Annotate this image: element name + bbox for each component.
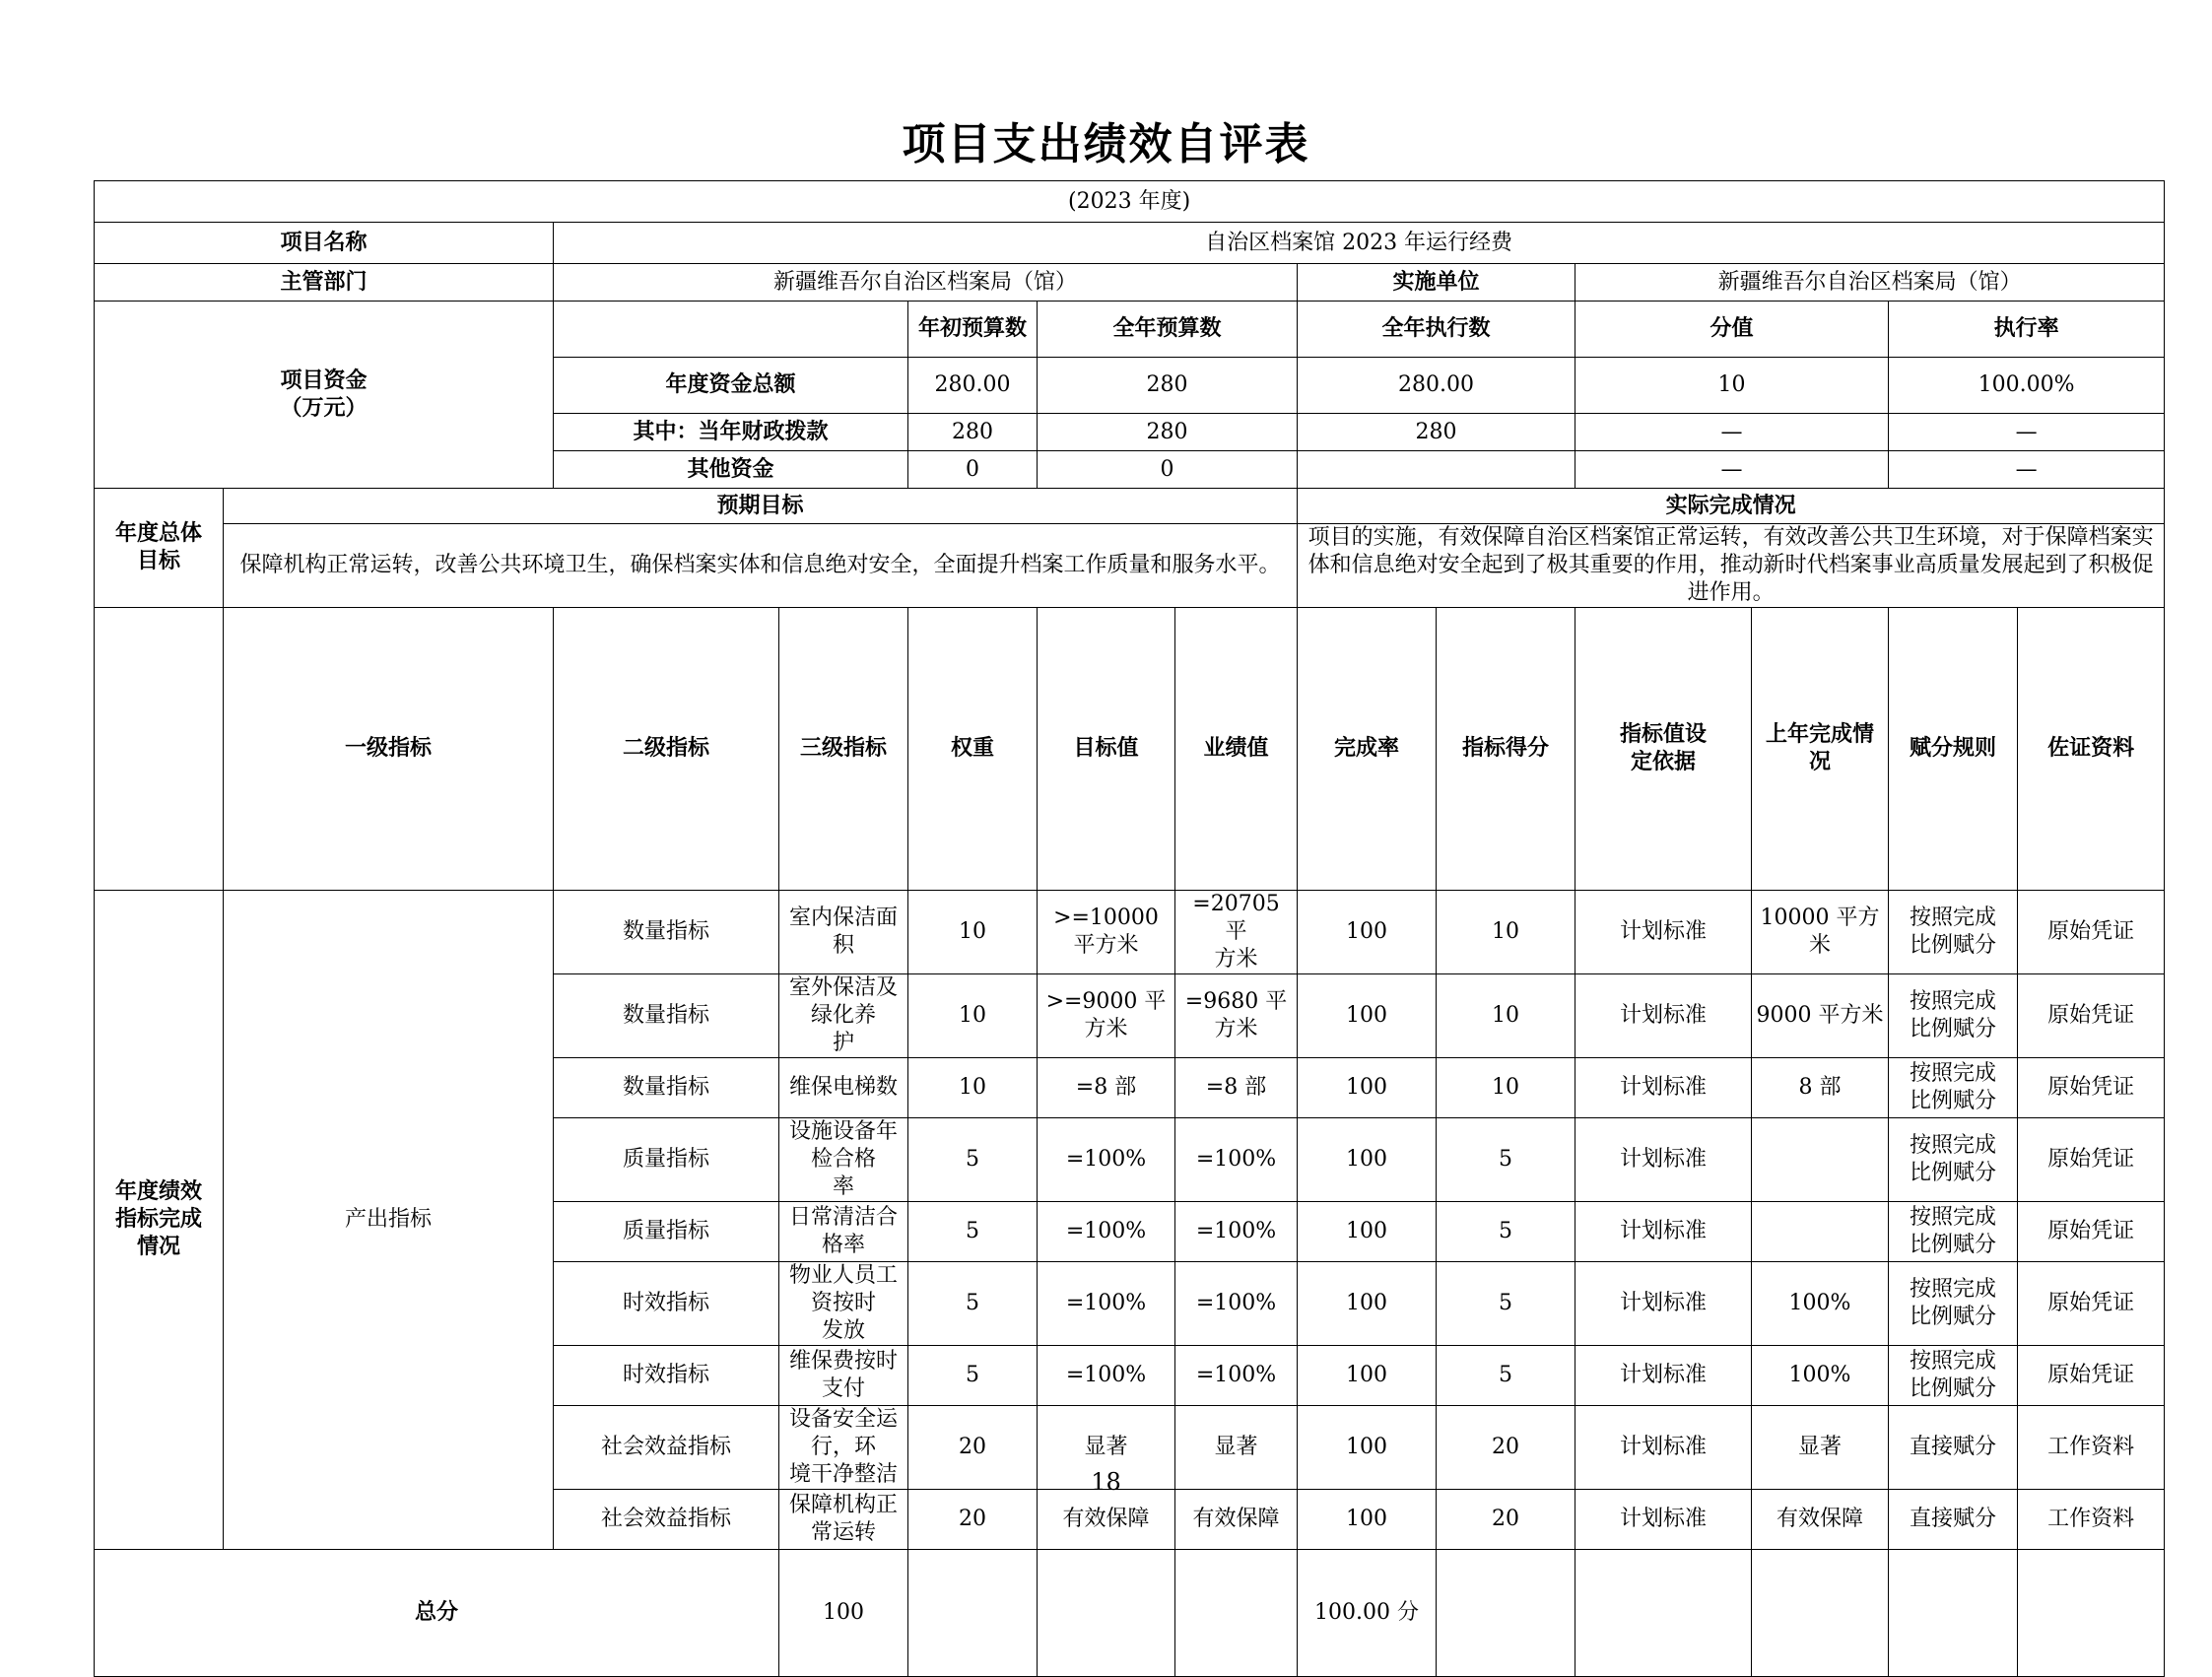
expected-goal-text: 保障机构正常运转，改善公共环境卫生，确保档案实体和信息绝对安全，全面提升档案工作质量和服务水平。 <box>224 524 1298 608</box>
basis-cell: 计划标准 <box>1575 1346 1752 1406</box>
level2-cell: 数量指标 <box>554 974 779 1058</box>
basis-cell: 计划标准 <box>1575 1490 1752 1550</box>
indicator-header: 完成率 <box>1298 608 1437 891</box>
target-cell: =100% <box>1038 1346 1175 1406</box>
funds-header: 分值 <box>1575 302 1889 358</box>
target-cell: >=9000 平 方米 <box>1038 974 1175 1058</box>
level3-cell: 室外保洁及绿化养 护 <box>779 974 908 1058</box>
funds-cell: 0 <box>1038 451 1298 489</box>
evidence-cell: 原始凭证 <box>2018 1058 2165 1118</box>
funds-cell: 280.00 <box>908 358 1038 414</box>
weight-cell: 20 <box>908 1490 1038 1550</box>
evidence-cell: 原始凭证 <box>2018 891 2165 974</box>
rate-cell: 100 <box>1298 1346 1437 1406</box>
indicator-header: 目标值 <box>1038 608 1175 891</box>
funds-cell: — <box>1889 451 2165 489</box>
last-year-cell: 显著 <box>1752 1406 1889 1490</box>
evidence-cell: 原始凭证 <box>2018 1346 2165 1406</box>
indicator-header: 指标得分 <box>1437 608 1575 891</box>
score-cell: 20 <box>1437 1490 1575 1550</box>
rule-cell: 直接赋分 <box>1889 1490 2018 1550</box>
target-cell: 有效保障 <box>1038 1490 1175 1550</box>
indicator-header: 佐证资料 <box>2018 608 2165 891</box>
last-year-cell: 有效保障 <box>1752 1490 1889 1550</box>
actual-result-header: 实际完成情况 <box>1298 489 2165 524</box>
actual-result-text: 项目的实施，有效保障自治区档案馆正常运转，有效改善公共卫生环境，对于保障档案实体和信息绝对安全起到了极其重要的作用，推动新时代档案事业高质量发展起到了积极促进作用。 <box>1298 524 2165 608</box>
level2-cell: 数量指标 <box>554 891 779 974</box>
indicator-header: 三级指标 <box>779 608 908 891</box>
total-weight: 100 <box>779 1550 908 1677</box>
actual-cell: =8 部 <box>1175 1058 1298 1118</box>
actual-cell: =100% <box>1175 1262 1298 1346</box>
funds-cell: 280 <box>1038 358 1298 414</box>
performance-table <box>94 180 2165 1677</box>
weight-cell: 5 <box>908 1262 1038 1346</box>
score-cell: 5 <box>1437 1118 1575 1202</box>
basis-cell: 计划标准 <box>1575 1262 1752 1346</box>
actual-cell: =9680 平 方米 <box>1175 974 1298 1058</box>
level2-cell: 社会效益指标 <box>554 1406 779 1490</box>
rate-cell: 100 <box>1298 891 1437 974</box>
last-year-cell <box>1752 1118 1889 1202</box>
target-cell: =100% <box>1038 1118 1175 1202</box>
weight-cell: 10 <box>908 891 1038 974</box>
total-label: 总分 <box>95 1550 779 1677</box>
funds-cell: — <box>1575 451 1889 489</box>
funds-header: 执行率 <box>1889 302 2165 358</box>
last-year-cell: 9000 平方米 <box>1752 974 1889 1058</box>
evidence-cell: 原始凭证 <box>2018 1118 2165 1202</box>
target-cell: =100% <box>1038 1262 1175 1346</box>
rate-cell: 100 <box>1298 974 1437 1058</box>
total-score: 100.00 分 <box>1298 1550 1437 1677</box>
funds-label: 项目资金 （万元） <box>95 302 554 489</box>
evidence-cell: 工作资料 <box>2018 1490 2165 1550</box>
table-row <box>95 891 2165 974</box>
indicator-header: 赋分规则 <box>1889 608 2018 891</box>
weight-cell: 20 <box>908 1406 1038 1490</box>
level3-cell: 日常清洁合格率 <box>779 1202 908 1262</box>
total-cell-empty <box>908 1550 1038 1677</box>
weight-cell: 5 <box>908 1118 1038 1202</box>
evidence-cell: 原始凭证 <box>2018 974 2165 1058</box>
total-row <box>95 1550 2165 1677</box>
level3-cell: 设备安全运行，环 境干净整洁 <box>779 1406 908 1490</box>
actual-cell: 有效保障 <box>1175 1490 1298 1550</box>
funds-row-label: 其他资金 <box>554 451 908 489</box>
level2-cell: 社会效益指标 <box>554 1490 779 1550</box>
funds-row-label: 其中：当年财政拨款 <box>554 414 908 451</box>
weight-cell: 5 <box>908 1346 1038 1406</box>
funds-cell: 280.00 <box>1298 358 1575 414</box>
rule-cell: 按照完成 比例赋分 <box>1889 891 2018 974</box>
actual-cell: =100% <box>1175 1202 1298 1262</box>
weight-cell: 5 <box>908 1202 1038 1262</box>
indicator-header: 指标值设 定依据 <box>1575 608 1752 891</box>
basis-cell: 计划标准 <box>1575 1118 1752 1202</box>
funds-cell: 280 <box>908 414 1038 451</box>
impl-unit-label: 实施单位 <box>1298 264 1575 302</box>
indicator-header: 权重 <box>908 608 1038 891</box>
last-year-cell <box>1752 1202 1889 1262</box>
project-name-label: 项目名称 <box>95 223 554 264</box>
score-cell: 5 <box>1437 1346 1575 1406</box>
target-cell: >=10000 平方米 <box>1038 891 1175 974</box>
level3-cell: 保障机构正常运转 <box>779 1490 908 1550</box>
evidence-cell: 原始凭证 <box>2018 1262 2165 1346</box>
total-cell-empty <box>1437 1550 1575 1677</box>
basis-cell: 计划标准 <box>1575 1406 1752 1490</box>
goals-label: 年度总体 目标 <box>95 489 224 608</box>
score-cell: 5 <box>1437 1202 1575 1262</box>
dept-label: 主管部门 <box>95 264 554 302</box>
target-cell: =100% <box>1038 1202 1175 1262</box>
funds-row-label: 年度资金总额 <box>554 358 908 414</box>
score-cell: 10 <box>1437 974 1575 1058</box>
level3-cell: 室内保洁面积 <box>779 891 908 974</box>
evidence-cell: 原始凭证 <box>2018 1202 2165 1262</box>
total-cell-empty <box>1038 1550 1175 1677</box>
level3-cell: 维保电梯数 <box>779 1058 908 1118</box>
funds-header-empty <box>554 302 908 358</box>
level2-cell: 时效指标 <box>554 1262 779 1346</box>
rate-cell: 100 <box>1298 1406 1437 1490</box>
funds-cell: 0 <box>908 451 1038 489</box>
expected-goal-header: 预期目标 <box>224 489 1298 524</box>
funds-header: 全年执行数 <box>1298 302 1575 358</box>
score-cell: 5 <box>1437 1262 1575 1346</box>
level2-cell: 质量指标 <box>554 1202 779 1262</box>
rule-cell: 按照完成 比例赋分 <box>1889 1262 2018 1346</box>
funds-cell: 280 <box>1038 414 1298 451</box>
indicator-header: 二级指标 <box>554 608 779 891</box>
level3-cell: 设施设备年检合格 率 <box>779 1118 908 1202</box>
rate-cell: 100 <box>1298 1202 1437 1262</box>
impl-unit-value: 新疆维吾尔自治区档案局（馆） <box>1575 264 2165 302</box>
level3-cell: 维保费按时支付 <box>779 1346 908 1406</box>
level2-cell: 质量指标 <box>554 1118 779 1202</box>
actual-cell: =100% <box>1175 1346 1298 1406</box>
indicator-header-empty <box>95 608 224 891</box>
indicator-header: 上年完成情况 <box>1752 608 1889 891</box>
rule-cell: 按照完成 比例赋分 <box>1889 1202 2018 1262</box>
actual-cell: =20705 平 方米 <box>1175 891 1298 974</box>
total-cell-empty <box>2018 1550 2165 1677</box>
level3-cell: 物业人员工资按时 发放 <box>779 1262 908 1346</box>
rule-cell: 按照完成 比例赋分 <box>1889 1346 2018 1406</box>
basis-cell: 计划标准 <box>1575 1202 1752 1262</box>
rate-cell: 100 <box>1298 1058 1437 1118</box>
score-cell: 20 <box>1437 1406 1575 1490</box>
level2-cell: 时效指标 <box>554 1346 779 1406</box>
last-year-cell: 100% <box>1752 1262 1889 1346</box>
weight-cell: 10 <box>908 974 1038 1058</box>
page-number: 18 <box>1091 1468 1121 1496</box>
funds-header: 年初预算数 <box>908 302 1038 358</box>
total-cell-empty <box>1175 1550 1298 1677</box>
funds-cell: — <box>1889 414 2165 451</box>
rule-cell: 按照完成 比例赋分 <box>1889 1058 2018 1118</box>
indicator-header: 业绩值 <box>1175 608 1298 891</box>
level1-indicator: 产出指标 <box>224 891 554 1550</box>
basis-cell: 计划标准 <box>1575 891 1752 974</box>
indicator-rows <box>95 891 2165 1550</box>
indicator-header: 一级指标 <box>224 608 554 891</box>
funds-cell: 10 <box>1575 358 1889 414</box>
project-name: 自治区档案馆 2023 年运行经费 <box>554 223 2165 264</box>
rule-cell: 按照完成 比例赋分 <box>1889 974 2018 1058</box>
total-cell-empty <box>1889 1550 2018 1677</box>
target-cell: =8 部 <box>1038 1058 1175 1118</box>
year-label: (2023 年度) <box>95 181 2165 223</box>
level2-cell: 数量指标 <box>554 1058 779 1118</box>
basis-cell: 计划标准 <box>1575 974 1752 1058</box>
rate-cell: 100 <box>1298 1118 1437 1202</box>
basis-cell: 计划标准 <box>1575 1058 1752 1118</box>
actual-cell: =100% <box>1175 1118 1298 1202</box>
funds-cell: 280 <box>1298 414 1575 451</box>
target-cell: 显著 <box>1038 1406 1175 1490</box>
rule-cell: 直接赋分 <box>1889 1406 2018 1490</box>
page-title: 项目支出绩效自评表 <box>902 119 1310 169</box>
total-cell-empty <box>1575 1550 1752 1677</box>
evidence-cell: 工作资料 <box>2018 1406 2165 1490</box>
actual-cell: 显著 <box>1175 1406 1298 1490</box>
weight-cell: 10 <box>908 1058 1038 1118</box>
rate-cell: 100 <box>1298 1262 1437 1346</box>
last-year-cell: 100% <box>1752 1346 1889 1406</box>
score-cell: 10 <box>1437 891 1575 974</box>
rate-cell: 100 <box>1298 1490 1437 1550</box>
total-cell-empty <box>1752 1550 1889 1677</box>
funds-header: 全年预算数 <box>1038 302 1298 358</box>
funds-cell <box>1298 451 1575 489</box>
last-year-cell: 10000 平方米 <box>1752 891 1889 974</box>
dept-value: 新疆维吾尔自治区档案局（馆） <box>554 264 1298 302</box>
rule-cell: 按照完成 比例赋分 <box>1889 1118 2018 1202</box>
last-year-cell: 8 部 <box>1752 1058 1889 1118</box>
funds-cell: — <box>1575 414 1889 451</box>
performance-section-label: 年度绩效 指标完成 情况 <box>95 891 224 1550</box>
score-cell: 10 <box>1437 1058 1575 1118</box>
funds-cell: 100.00% <box>1889 358 2165 414</box>
